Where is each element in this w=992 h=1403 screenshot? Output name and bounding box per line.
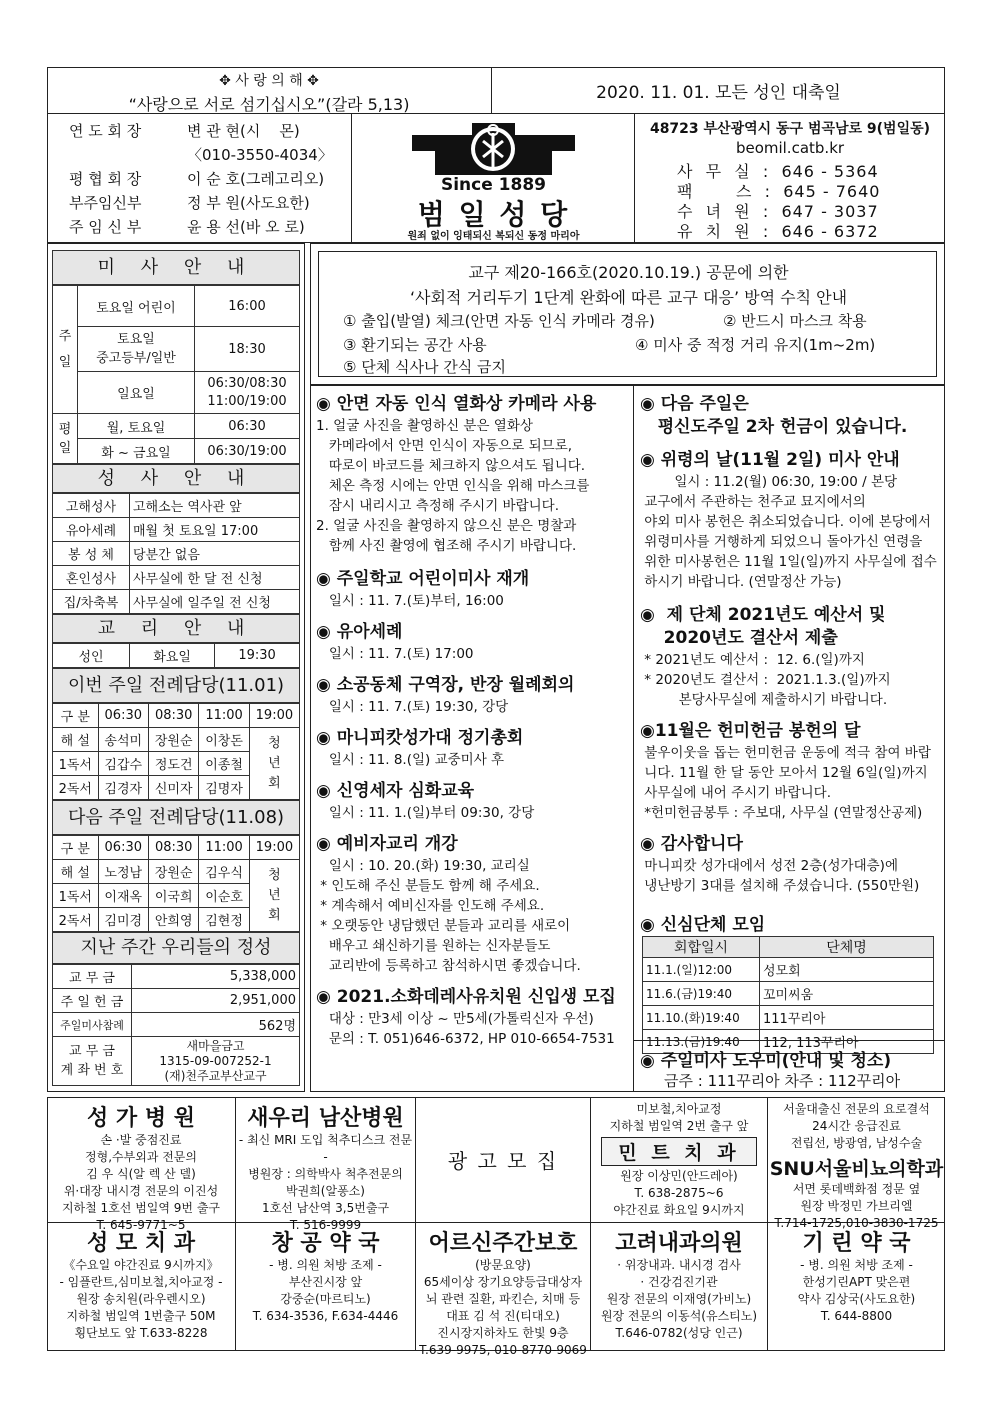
meetings-table (642, 936, 934, 1054)
meeting-date: 11.10.(화)19:40 (643, 1006, 760, 1030)
liturgy-head: 06:30 (98, 836, 148, 860)
ad-line: 지하철 범일역 1번출구 50M (66, 1309, 216, 1323)
meetings-title: ◉ 신심단체 모임 (640, 915, 766, 935)
news-body: * 2021년도 예산서 : 12. 6.(일)까지 * 2020년도 결산서 : 2021.1.3.(일)까지 본당사무실에 제출하시기 바랍니다. (644, 652, 891, 708)
meeting-group: 성모회 (760, 958, 934, 982)
ad-lines (591, 1257, 767, 1342)
liturgy-cell: 정도건 (148, 752, 198, 776)
mass-name: 일요일 (78, 372, 195, 414)
news-item (640, 833, 940, 896)
motto: “사랑으로 서로 섬기십시오”(갈라 5,13) (128, 95, 410, 114)
notice-item: ① 출입(발열) 체크(안면 자동 인식 카메라 경유) (343, 312, 655, 330)
mass-time: 06:30 (195, 414, 300, 439)
ad-block (236, 1097, 416, 1232)
left-news (316, 393, 630, 1057)
news-item (316, 621, 630, 664)
ad-title: 성 가 병 원 (87, 1106, 195, 1131)
news-body: 1. 얼굴 사진을 촬영하신 분은 열화상 카메라에서 안면 인식이 자동으로 되므로, 따로이 바코드를 체크하지 않으셔도 됩니다. 체온 측정 시에는 안면 인식을 위해 마스크를 잠시 내리시고 측정해 주시기 바랍니다. 2. 얼굴 사진을 촬영하지 않으신 분은 명찰과 함께 사진 촬영에 협조해 주시기 바랍니다. (316, 418, 590, 554)
news-body: 일시 : 11. 7.(토)부터, 16:00 (316, 593, 504, 609)
ad-line: 서면 롯데백화점 정문 옆 (792, 1182, 921, 1196)
liturgy-head: 19:00 (249, 704, 299, 728)
doctrine-time: 19:30 (215, 644, 300, 668)
account-info: 새마을금고 1315-09-007252-1 (재)천주교부산교구 (132, 1037, 300, 1086)
mass-name: 월, 토요일 (78, 414, 195, 439)
notice-line1: 교구 제20-166호(2020.10.19.) 공문에 의한 (468, 263, 789, 282)
ad-line: 정형,수부외과 전문의 (85, 1150, 197, 1164)
contact-line: 팩 스 : 645 - 7640 (677, 182, 881, 201)
ad-title: 새우리 남산병원 (247, 1106, 404, 1131)
staff-role: 연 도 회 장 (69, 122, 142, 140)
liturgy-cell: 2독서 (53, 776, 99, 800)
liturgy-cell: 김갑수 (98, 752, 148, 776)
ad-line: 박권희(알퐁소) (286, 1184, 365, 1198)
ad-block (591, 1222, 768, 1351)
ad-line: (방문요양) (475, 1258, 531, 1272)
liturgy-head: 08:30 (148, 704, 198, 728)
news-title: ◉ 감사합니다 (640, 834, 743, 854)
liturgy-cell: 김우식 (199, 860, 249, 884)
ad-title: 고려내과의원 (615, 1231, 743, 1256)
liturgy-cell: 이국희 (148, 884, 198, 908)
news-item (316, 986, 630, 1049)
ad-block (416, 1097, 591, 1222)
ad-line: · 건강검진기관 (640, 1275, 718, 1289)
offering-name: 주 일 헌 금 (53, 989, 132, 1013)
ad-line: 24시간 응급진료 (812, 1119, 901, 1133)
liturgy-next-title: 다음 주일 전례담당(11.08) (52, 800, 300, 835)
news-item (316, 727, 630, 770)
mass-title: 미 사 안 내 (52, 250, 300, 285)
news-item (316, 780, 630, 823)
staff-row (69, 119, 351, 143)
liturgy-head: 11:00 (199, 704, 249, 728)
sacrament-table (52, 493, 300, 614)
liturgy-cell: 김명자 (199, 776, 249, 800)
mass-time: 06:30/08:30 11:00/19:00 (195, 372, 300, 414)
ad-line: 원장 이상민(안드레아) (620, 1169, 738, 1183)
ad-line: 원장 송치원(라우렌시오) (76, 1292, 206, 1306)
news-body: 일시 : 11. 8.(일) 교중미사 후 (316, 752, 505, 768)
ad-line: T. 638-2875~6 (634, 1186, 724, 1200)
liturgy-cell: 장원순 (148, 728, 198, 752)
offering-title: 지난 주간 우리들의 정성 (52, 932, 300, 964)
ad-lines (47, 1257, 235, 1342)
ad-line: 서울대출신 전문의 요로결석 (783, 1102, 930, 1116)
church-tagline: 원죄 없이 잉태되신 복되신 동정 마리아 (407, 231, 580, 242)
offering-name: 주일미사참례 (53, 1013, 132, 1037)
liturgy-cell: 이순호 (199, 884, 249, 908)
liturgy-cell: 1독서 (53, 752, 99, 776)
date-title: 2020. 11. 01. 모든 성인 대축일 (596, 83, 841, 103)
since-text: Since 1889 (440, 175, 546, 195)
ad-line: 지하철 1호선 범일역 9번 출구 (61, 1201, 221, 1215)
ad-line: 강중순(마르티노) (280, 1292, 371, 1306)
sacrament-desc: 당분간 없음 (130, 542, 300, 566)
liturgy-head: 구 분 (53, 704, 99, 728)
liturgy-cell: 이창돈 (199, 728, 249, 752)
ad-lines (591, 1101, 767, 1135)
news-title: ◉ 유아세례 (316, 622, 403, 642)
sidebar-content (52, 250, 300, 1086)
ad-line: T.714-1725,010-3830-1725 (774, 1216, 939, 1230)
meetings-head: 단체명 (760, 937, 934, 958)
news-item (316, 568, 630, 611)
news-title: ◉ 소공동체 구역장, 반장 월례회의 (316, 675, 575, 695)
ad-line: 야간진료 화요일 9시까지 (613, 1203, 745, 1217)
ad-line: 65세이상 장기요양등급대상자 (423, 1275, 583, 1289)
news-item (640, 604, 940, 710)
ad-line: 약사 김상국(사도요한) (797, 1292, 916, 1306)
ad-line: - 병. 의원 처방 조제 - (269, 1258, 382, 1272)
offering-amount: 2,951,000 (132, 989, 300, 1013)
news-title: ◉ 주일학교 어린이미사 재개 (316, 569, 530, 589)
news-body: 마니피캇 성가대에서 성전 2층(성가대층)에 냉난방기 3대를 설치해 주셨습니다. (550만원) (644, 858, 920, 894)
ad-block (591, 1097, 768, 1222)
ad-lines (591, 1168, 767, 1219)
ad-lines (416, 1257, 590, 1359)
sacrament-name: 집/차축복 (53, 590, 130, 614)
notice-item: ② 반드시 마스크 착용 (723, 312, 867, 330)
notice-item: ③ 환기되는 공간 사용 (343, 336, 487, 354)
staff-row (69, 143, 351, 167)
divider (633, 1040, 945, 1041)
sacrament-desc: 매월 첫 토요일 17:00 (130, 518, 300, 542)
liturgy-cell: 이종철 (199, 752, 249, 776)
offering-amount: 5,338,000 (132, 965, 300, 989)
news-item (316, 393, 630, 556)
sacrament-title: 성 사 안 내 (52, 464, 300, 493)
staff-list (47, 113, 352, 243)
ad-line: - 최신 MRI 도입 척추디스크 전문 - (238, 1133, 413, 1164)
meeting-group: 꼬미씨움 (760, 982, 934, 1006)
ad-line: T. 644-8800 (820, 1309, 893, 1323)
liturgy-cell: 김현정 (199, 908, 249, 932)
meeting-group: 112, 113꾸리아 (760, 1030, 934, 1054)
ad-line: 횡단보도 앞 T.633-8228 (74, 1326, 208, 1340)
contact-lines (677, 162, 880, 242)
news-title: ◉ 신영세자 심화교육 (316, 781, 475, 801)
ad-line: T. 634-3536, F.634-4446 (252, 1309, 399, 1323)
weekday-label: 평 일 (53, 414, 78, 464)
ad-line: 원장 전문의 이동석(유스티노) (600, 1309, 758, 1323)
ad-lines (47, 1132, 235, 1234)
offering-amount: 562명 (132, 1013, 300, 1037)
address: 48723 부산광역시 동구 범곡남로 9(범일동) (649, 121, 931, 137)
ad-line: 병원장 : 의학박사 척추전문의 (248, 1167, 403, 1181)
news-body: 대상 : 만3세 이상 ~ 만5세(가톨릭신자 우선) 문의 : T. 051)646-6372, HP 010-6654-7531 (328, 1011, 615, 1047)
news-item (640, 393, 940, 439)
news-item (640, 449, 940, 592)
ad-line: T.639-9975, 010-8770-9069 (419, 1343, 587, 1357)
liturgy-cell: 김경자 (98, 776, 148, 800)
liturgy-cell: 이재옥 (98, 884, 148, 908)
ad-block (47, 1222, 236, 1351)
ad-title: 기 린 약 국 (802, 1231, 911, 1256)
ad-line: 대표 김 석 진(티대오) (446, 1309, 560, 1323)
staff-row (69, 191, 351, 215)
ad-line: 미보철,치아교정 (636, 1102, 722, 1116)
news-item (640, 720, 940, 823)
youth-group: 청 년 회 (249, 728, 299, 800)
news-body: 일시 : 10. 20.(화) 19:30, 교리실 * 인도해 주신 분들도 함께 해 주세요. * 계속해서 예비신자를 인도해 주세요. * 오랫동안 냉담했던 분들과 교리를 새로이 배우고 쇄신하기를 원하는 신자분들도 교리반에 등록하고 참석하시면 좋겠습니다. (320, 858, 581, 974)
ad-line: T. 645-9771~5 (96, 1218, 186, 1232)
ad-title: 광 고 모 집 (447, 1149, 559, 1173)
ad-line: 1호선 남산역 3,5번출구 (261, 1201, 390, 1215)
notice-item: ⑤ 단체 식사나 간식 금지 (343, 358, 506, 376)
ad-title: 어르신주간보호 (428, 1231, 578, 1256)
ad-lines (768, 1101, 945, 1152)
ad-line: - 병. 의원 처방 조제 - (800, 1258, 913, 1272)
meeting-date: 11.6.(금)19:40 (643, 982, 760, 1006)
contact-block (635, 113, 945, 243)
ad-block (47, 1097, 236, 1232)
staff-row (69, 215, 351, 239)
ad-line: 진시장지하차도 한빛 9층 (437, 1326, 569, 1340)
liturgy-cell: 해 설 (53, 728, 99, 752)
ad-block (236, 1222, 416, 1351)
liturgy-cell: 장원순 (148, 860, 198, 884)
ad-line: · 위장내과. 내시경 검사 (617, 1258, 741, 1272)
ad-line: 부산진시장 앞 (288, 1275, 363, 1289)
liturgy-cell: 신미자 (148, 776, 198, 800)
staff-role: 평 협 회 장 (69, 170, 142, 188)
right-news (640, 393, 940, 904)
news-item (316, 674, 630, 717)
news-body: 일시 : 11.2(월) 06:30, 19:00 / 본당 교구에서 주관하는 천주교 묘지에서의 야외 미사 봉헌은 취소되었습니다. 이에 본당에서 위령미사를 거행하게 되었으니 돌아가신 연령을 위한 미사봉헌은 11월 1일(일)까지 사무실에 접수 하시기 바랍니다. (연말정산 가능) (644, 474, 937, 590)
ad-line: T.646-0782(성당 인근) (615, 1326, 743, 1340)
liturgy-this-title: 이번 주일 전례담당(11.01) (52, 668, 300, 703)
website-link[interactable]: beomil.catb.kr (735, 139, 845, 157)
year-title: ✥ 사 랑 의 해 ✥ (219, 73, 319, 89)
offering-table (52, 964, 300, 1086)
header-left (47, 67, 492, 114)
ad-line: 한성기린APT 맞은편 (802, 1275, 911, 1289)
news-title: ◉11월은 헌미헌금 봉헌의 달 (640, 721, 861, 741)
liturgy-head: 구 분 (53, 836, 99, 860)
liturgy-cell: 노정남 (98, 860, 148, 884)
staff-name: 변 관 현(시 몬) (187, 122, 300, 140)
news-item (316, 833, 630, 976)
ads-row-1 (47, 1097, 945, 1232)
meetings-head: 회합일시 (643, 937, 760, 958)
news-title: ◉ 예비자교리 개강 (316, 834, 458, 854)
liturgy-cell: 김미경 (98, 908, 148, 932)
mass-table (52, 285, 300, 464)
liturgy-cell: 송석미 (98, 728, 148, 752)
staff-role: 부주임신부 (69, 194, 142, 212)
ad-line: 《수요일 야간진료 9시까지》 (63, 1258, 219, 1272)
ad-title: 창 공 약 국 (271, 1231, 380, 1256)
sunday-label: 주 일 (53, 286, 78, 414)
ad-block (416, 1222, 591, 1357)
liturgy-head: 11:00 (199, 836, 249, 860)
ad-line: 지하철 범일역 2번 출구 앞 (609, 1119, 749, 1133)
contact-line: 사 무 실 : 646 - 5364 (677, 162, 879, 181)
sacrament-name: 혼인성사 (53, 566, 130, 590)
ad-title: 성 모 치 과 (87, 1231, 195, 1256)
sacrament-desc: 사무실에 한 달 전 신청 (130, 566, 300, 590)
ad-line: T. 516-9999 (289, 1218, 362, 1232)
doctrine-title: 교 리 안 내 (52, 614, 300, 643)
staff-name: 〈010-3550-4034〉 (187, 146, 333, 164)
ad-title: SNU서울비뇨의학과 (769, 1158, 944, 1180)
liturgy-head: 06:30 (98, 704, 148, 728)
helpers-title: ◉ 주일미사 도우미(안내 및 청소) (640, 1051, 892, 1071)
ad-title: 민 트 치 과 (601, 1137, 757, 1166)
staff-name: 윤 용 선(바 오 로) (187, 218, 305, 236)
meeting-date: 11.1.(일)12:00 (643, 958, 760, 982)
ad-lines (768, 1257, 945, 1325)
liturgy-this-table (52, 703, 300, 800)
liturgy-cell: 1독서 (53, 884, 99, 908)
sacrament-name: 봉 성 체 (53, 542, 130, 566)
column-divider (633, 385, 634, 1092)
news-title: ◉ 2021.소화데레사유치원 신입생 모집 (316, 987, 616, 1007)
liturgy-head: 08:30 (148, 836, 198, 860)
notice-box (318, 251, 937, 377)
notice-item: ④ 미사 중 적정 거리 유지(1m~2m) (635, 336, 876, 354)
ad-line: 원장 전문의 이재영(가비노) (606, 1292, 752, 1306)
church-name: 범 일 성 당 (417, 198, 570, 231)
liturgy-head: 19:00 (249, 836, 299, 860)
ad-line: 위·대장 내시경 전문의 이진성 (63, 1184, 219, 1198)
contact-line: 수 녀 원 : 647 - 3037 (677, 202, 879, 221)
ad-block (768, 1097, 945, 1230)
ad-line: 원장 박정민 가브리엘 (800, 1199, 913, 1213)
news-body: 일시 : 11. 7.(토) 17:00 (316, 646, 474, 662)
doctrine-target: 성인 (53, 644, 130, 668)
ads-row-2 (47, 1222, 945, 1357)
ad-line: - 임플란트,심미보철,치아교정 - (59, 1275, 223, 1289)
staff-name: 정 부 원(사도요한) (187, 194, 310, 212)
news-title: ◉ 안면 자동 인식 열화상 카메라 사용 (316, 394, 597, 414)
mass-time: 18:30 (195, 327, 300, 372)
news-body: 일시 : 11. 7.(토) 19:30, 강당 (316, 699, 509, 715)
news-title: ◉ 위령의 날(11월 2일) 미사 안내 (640, 450, 900, 470)
news-title: ◉ 다음 주일은 평신도주일 2차 헌금이 있습니다. (640, 394, 908, 437)
liturgy-cell: 해 설 (53, 860, 99, 884)
ad-block (768, 1222, 945, 1351)
liturgy-next-table (52, 835, 300, 932)
mass-name: 토요일 어린이 (78, 286, 195, 327)
staff-name: 이 순 호(그레고리오) (187, 170, 325, 188)
notice-line2: ‘사회적 거리두기 1단계 완화에 따른 교구 대응’ 방역 수칙 안내 (409, 288, 848, 307)
ad-line: 전립선, 방광염, 남성수술 (790, 1136, 923, 1150)
mass-time: 06:30/19:00 (195, 439, 300, 464)
meeting-date: 11.13.(금)19:40 (643, 1030, 760, 1054)
doctrine-day: 화요일 (130, 644, 215, 668)
youth-group: 청 년 회 (249, 860, 299, 932)
account-label: 교 무 금 계 좌 번 호 (53, 1037, 132, 1086)
sacrament-desc: 고해소는 역사관 앞 (130, 494, 300, 518)
sacrament-desc: 사무실에 일주일 전 신청 (130, 590, 300, 614)
church-logo (352, 113, 635, 243)
liturgy-cell: 안희영 (148, 908, 198, 932)
sacrament-name: 유아세례 (53, 518, 130, 542)
staff-role: 주 임 신 부 (69, 218, 142, 236)
doctrine-table (52, 643, 300, 668)
liturgy-cell: 2독서 (53, 908, 99, 932)
offering-name: 교 무 금 (53, 965, 132, 989)
mass-time: 16:00 (195, 286, 300, 327)
sacrament-name: 고해성사 (53, 494, 130, 518)
news-body: 일시 : 11. 1.(일)부터 09:30, 강당 (316, 805, 535, 821)
ad-line: 뇌 관련 질환, 파킨슨, 치매 등 (425, 1292, 581, 1306)
staff-role (69, 143, 187, 167)
news-title: ◉ 마니피캇성가대 정기총회 (316, 728, 524, 748)
news-title: ◉ 제 단체 2021년도 예산서 및 2020년도 결산서 제출 (640, 605, 886, 648)
mass-name: 화 ~ 금요일 (78, 439, 195, 464)
mass-name: 토요일 중고등부/일반 (78, 327, 195, 372)
staff-row (69, 167, 351, 191)
ad-lines (236, 1257, 415, 1325)
meeting-group: 111꾸리아 (760, 1006, 934, 1030)
ad-lines (236, 1132, 415, 1234)
helpers-body: 금주 : 111꾸리아 차주 : 112꾸리아 (664, 1072, 901, 1090)
contact-line: 유 치 원 : 646 - 6372 (677, 222, 879, 241)
news-body: 불우이웃을 돕는 헌미헌금 운동에 적극 참여 바랍 니다. 11월 한 달 동안 모아서 12월 6일(일)까지 사무실에 내어 주시기 바랍니다. *헌미헌금봉투 : 주보대, 사무실 (연말정산공제) (644, 745, 931, 821)
ad-line: 손 ·발 중점진료 (100, 1133, 182, 1147)
ad-line: 김 우 식(알 렉 산 델) (86, 1167, 196, 1181)
